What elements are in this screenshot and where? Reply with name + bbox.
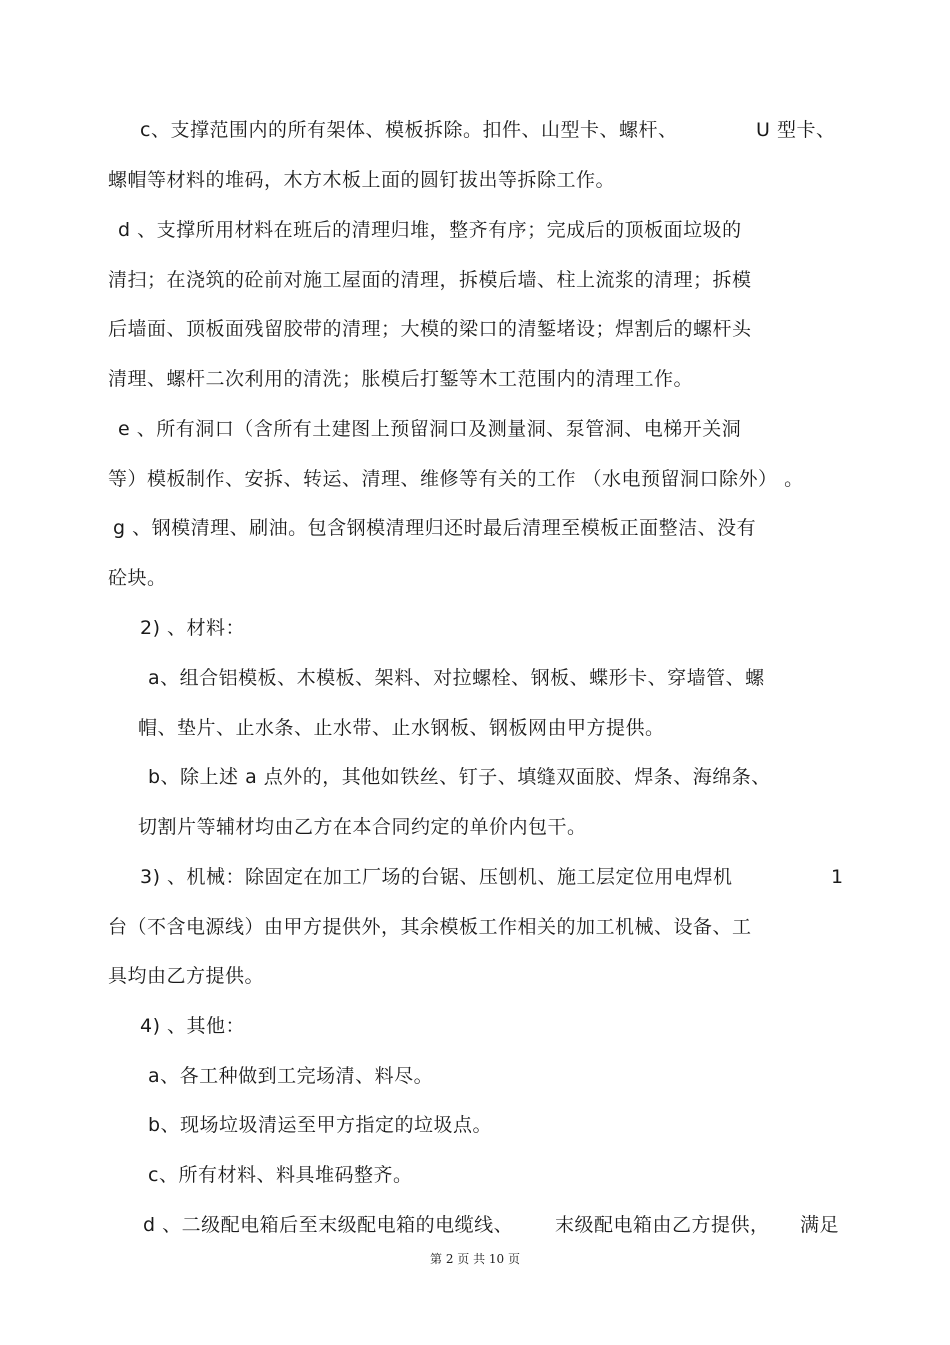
section-heading-machinery: 3) 、机械：除固定在加工厂场的台锯、压刨机、施工层定位用电焊机: [140, 866, 733, 888]
text-line-e1: e 、所有洞口（含所有土建图上预留洞口及测量洞、泵管洞、电梯开关洞: [118, 418, 742, 440]
text-line-od2: 末级配电箱由乙方提供，: [555, 1214, 770, 1236]
text-line-od1: d 、二级配电箱后至末级配电箱的电缆线、: [143, 1214, 514, 1236]
text-line-d1: d 、支撑所用材料在班后的清理归堆，整齐有序；完成后的顶板面垃圾的: [118, 219, 742, 241]
text-line-mb2: 切割片等辅材均由乙方在本合同约定的单价内包干。: [138, 816, 587, 838]
text-line-j3: 具均由乙方提供。: [108, 965, 265, 987]
section-heading-other: 4) 、其他：: [140, 1015, 246, 1037]
text-line-ma1: a、组合铝模板、木模板、架料、对拉螺栓、钢板、蝶形卡、穿墙管、螺: [148, 667, 765, 689]
text-line-oa: a、各工种做到工完场清、料尽。: [148, 1065, 434, 1087]
text-line-ob: b、现场垃圾清运至甲方指定的垃圾点。: [148, 1114, 493, 1136]
text-line-mb1: b、除上述 a 点外的，其他如铁丝、钉子、填缝双面胶、焊条、海绵条、: [148, 766, 771, 788]
text-line-j1-tail: 1: [831, 866, 844, 888]
text-line-d3: 后墙面、顶板面残留胶带的清理；大模的梁口的清錾堵设；焊割后的螺杆头: [108, 318, 752, 340]
text-line-g1: g 、钢模清理、刷油。包含钢模清理归还时最后清理至模板正面整洁、没有: [113, 517, 757, 539]
text-line-ma2: 帽、垫片、止水条、止水带、止水钢板、钢板网由甲方提供。: [138, 717, 665, 739]
text-line-g2: 砼块。: [108, 567, 167, 589]
text-line-e2: 等）模板制作、安拆、转运、清理、维修等有关的工作 （水电预留洞口除外） 。: [108, 468, 804, 490]
text-line-od3: 满足: [800, 1214, 840, 1236]
page-number-footer: 第 2 页 共 10 页: [430, 1252, 520, 1266]
section-heading-materials: 2) 、材料：: [140, 617, 246, 639]
text-line-d4: 清理、螺杆二次利用的清洗；胀模后打錾等木工范围内的清理工作。: [108, 368, 694, 390]
text-line-c1: c、支撑范围内的所有架体、模板拆除。扣件、山型卡、螺杆、: [140, 119, 678, 141]
text-line-c2: 螺帽等材料的堆码，木方木板上面的圆钉拔出等拆除工作。: [108, 169, 616, 191]
text-line-j2: 台（不含电源线）由甲方提供外，其余模板工作相关的加工机械、设备、工: [108, 916, 752, 938]
text-line-oc: c、所有材料、料具堆码整齐。: [148, 1164, 413, 1186]
text-line-d2: 清扫；在浇筑的砼前对施工屋面的清理，拆模后墙、柱上流浆的清理；拆模: [108, 269, 752, 291]
text-line-c1-tail: U 型卡、: [756, 119, 836, 141]
